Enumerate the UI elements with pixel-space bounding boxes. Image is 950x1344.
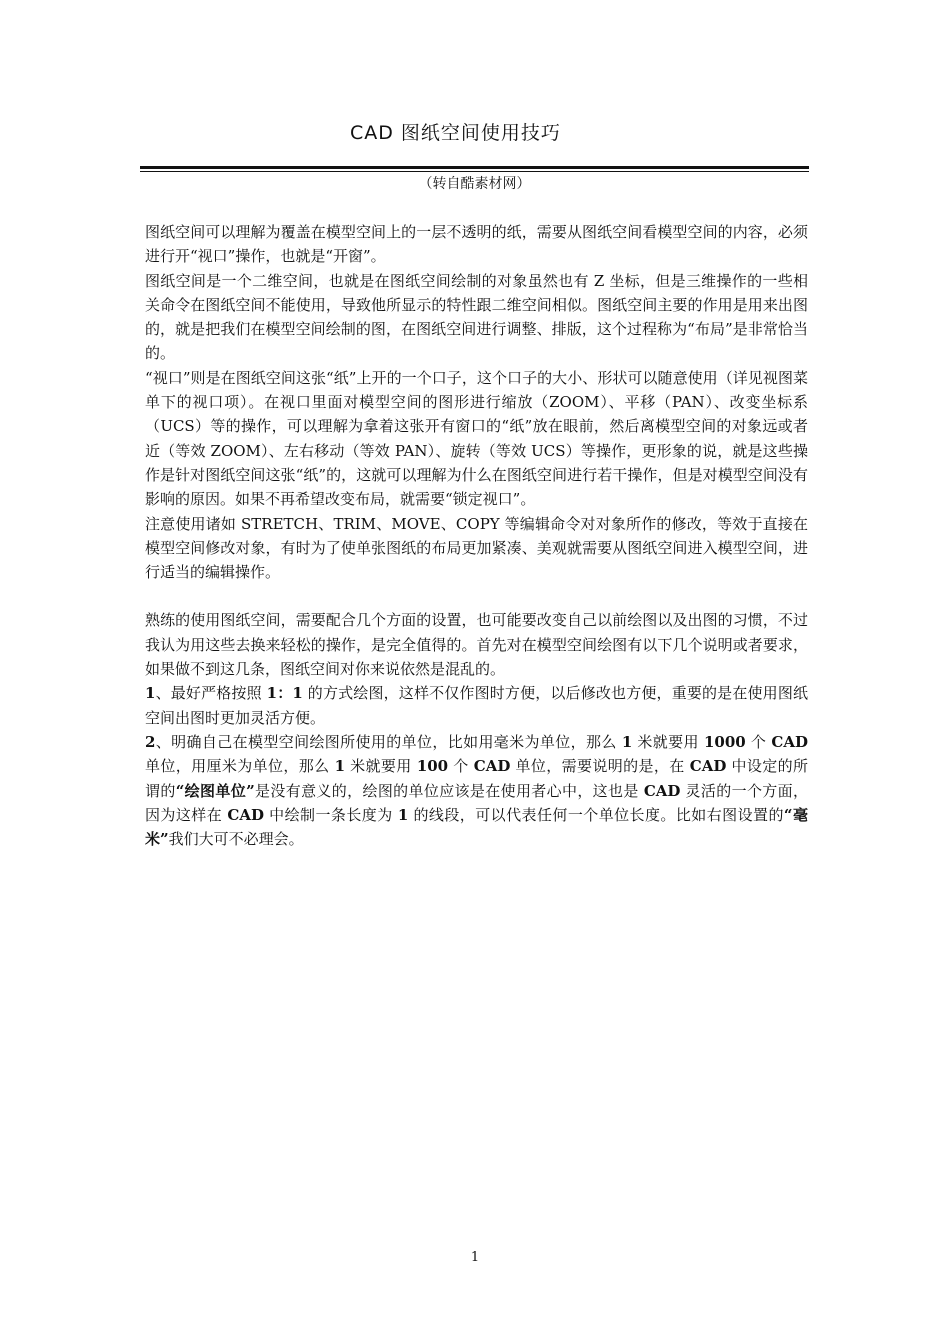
- paragraph: 熟练的使用图纸空间，需要配合几个方面的设置，也可能要改变自己以前绘图以及出图的习惯，不过我认为用这些去换来轻松的操作，是完全值得的。首先对在模型空间绘图有以下几个说明或者要求，如果做不到这几条，图纸空间对你来说依然是混乱的。: [145, 611, 808, 679]
- item-text: 个: [448, 757, 474, 776]
- item-bold-text: CAD: [771, 732, 808, 751]
- article-body: [145, 220, 808, 851]
- title-divider-thin: [140, 171, 809, 172]
- item-bold-text: 1: [334, 757, 346, 776]
- source-note: （转自酷素材网）: [418, 176, 531, 192]
- item-bold-text: 1: [397, 805, 409, 824]
- item-text: 、明确自己在模型空间绘图所使用的单位，比如用毫米为单位，那么: [155, 732, 622, 751]
- item-text: 灵活的一个方面，因为这样在: [145, 781, 808, 824]
- item-text: 个: [745, 732, 772, 751]
- item-bold-text: “毫米”: [145, 805, 808, 849]
- item-text: 单位，用厘米为单位，那么: [145, 757, 335, 776]
- item-bold-text: “绘图单位”: [175, 781, 255, 800]
- paragraph-gap: [145, 584, 808, 608]
- item-text: 是没有意义的，绘图的单位应该是在使用者心中，这也是: [254, 781, 644, 800]
- item-bold-text: CAD: [643, 781, 681, 800]
- item-bold-text: 1：1: [266, 684, 303, 703]
- item-number: 2: [145, 732, 156, 751]
- item-text: 中设定的所谓的: [145, 757, 808, 800]
- title-divider-thick: [140, 166, 809, 169]
- item-bold-text: CAD: [473, 757, 511, 776]
- item-bold-text: 1000: [704, 732, 746, 751]
- item-bold-text: 100: [416, 757, 449, 776]
- item-text: 中绘制一条长度为: [263, 805, 398, 824]
- paragraph: 图纸空间是一个二维空间，也就是在图纸空间绘制的对象虽然也有 Z 坐标，但是三维操作的一些相关命令在图纸空间不能使用，导致他所显示的特性跟二维空间相似。图纸空间主要的作用是用来出图的，就是把我们在模型空间绘制的图，在图纸空间进行调整、排版，这个过程称为“布局”是非常恰当的。: [145, 271, 808, 363]
- item-bold-text: CAD: [227, 805, 264, 824]
- paragraph: 注意使用诸如 STRETCH、TRIM、MOVE、COPY 等编辑命令对对象所作的修改，等效于直接在模型空间修改对象，有时为了使单张图纸的布局更加紧凑、美观就需要从图纸空间进入模型空间，进行适当的编辑操作。: [145, 514, 808, 582]
- paragraph: 图纸空间可以理解为覆盖在模型空间上的一层不透明的纸，需要从图纸空间看模型空间的内容，必须进行开“视口”操作，也就是“开窗”。: [145, 223, 808, 266]
- item-text: 、最好严格按照: [155, 684, 267, 703]
- item-text: 我们大可不必理会。: [168, 830, 304, 849]
- item-text: 米就要用: [345, 757, 417, 776]
- list-item-1: [145, 681, 808, 730]
- item-text: 米就要用: [632, 732, 704, 751]
- item-bold-text: CAD: [689, 757, 727, 776]
- item-number: 1: [145, 684, 156, 703]
- paragraph: “视口”则是在图纸空间这张“纸”上开的一个口子，这个口子的大小、形状可以随意使用（详见视图菜单下的视口项）。在视口里面对模型空间的图形进行缩放（ZOOM）、平移（PAN）、改变坐标系（UCS）等的操作，可以理解为拿着这张开有窗口的“纸”放在眼前，然后离模型空间的对象远或者近（等效 ZOOM）、左右移动（等效 PAN）、旋转（等效 UCS）等操作，更形象的说，就是这些操作是针对图纸空间这张“纸”的，这就可以理解为什么在图纸空间进行若干操作，但是对模型空间没有影响的原因。如果不再希望改变布局，就需要“锁定视口”。: [145, 368, 808, 509]
- item-text: 的方式绘图，这样不仅作图时方便，以后修改也方便，重要的是在使用图纸空间出图时更加灵活方便。: [145, 684, 808, 727]
- page-number: 1: [470, 1250, 480, 1265]
- item-bold-text: 1: [621, 732, 633, 751]
- item-text: 单位，需要说明的是，在: [510, 757, 690, 776]
- item-text: 的线段，可以代表任何一个单位长度。比如右图设置的: [408, 805, 784, 824]
- page-title: CAD 图纸空间使用技巧: [350, 122, 561, 144]
- list-item-2: [145, 730, 808, 851]
